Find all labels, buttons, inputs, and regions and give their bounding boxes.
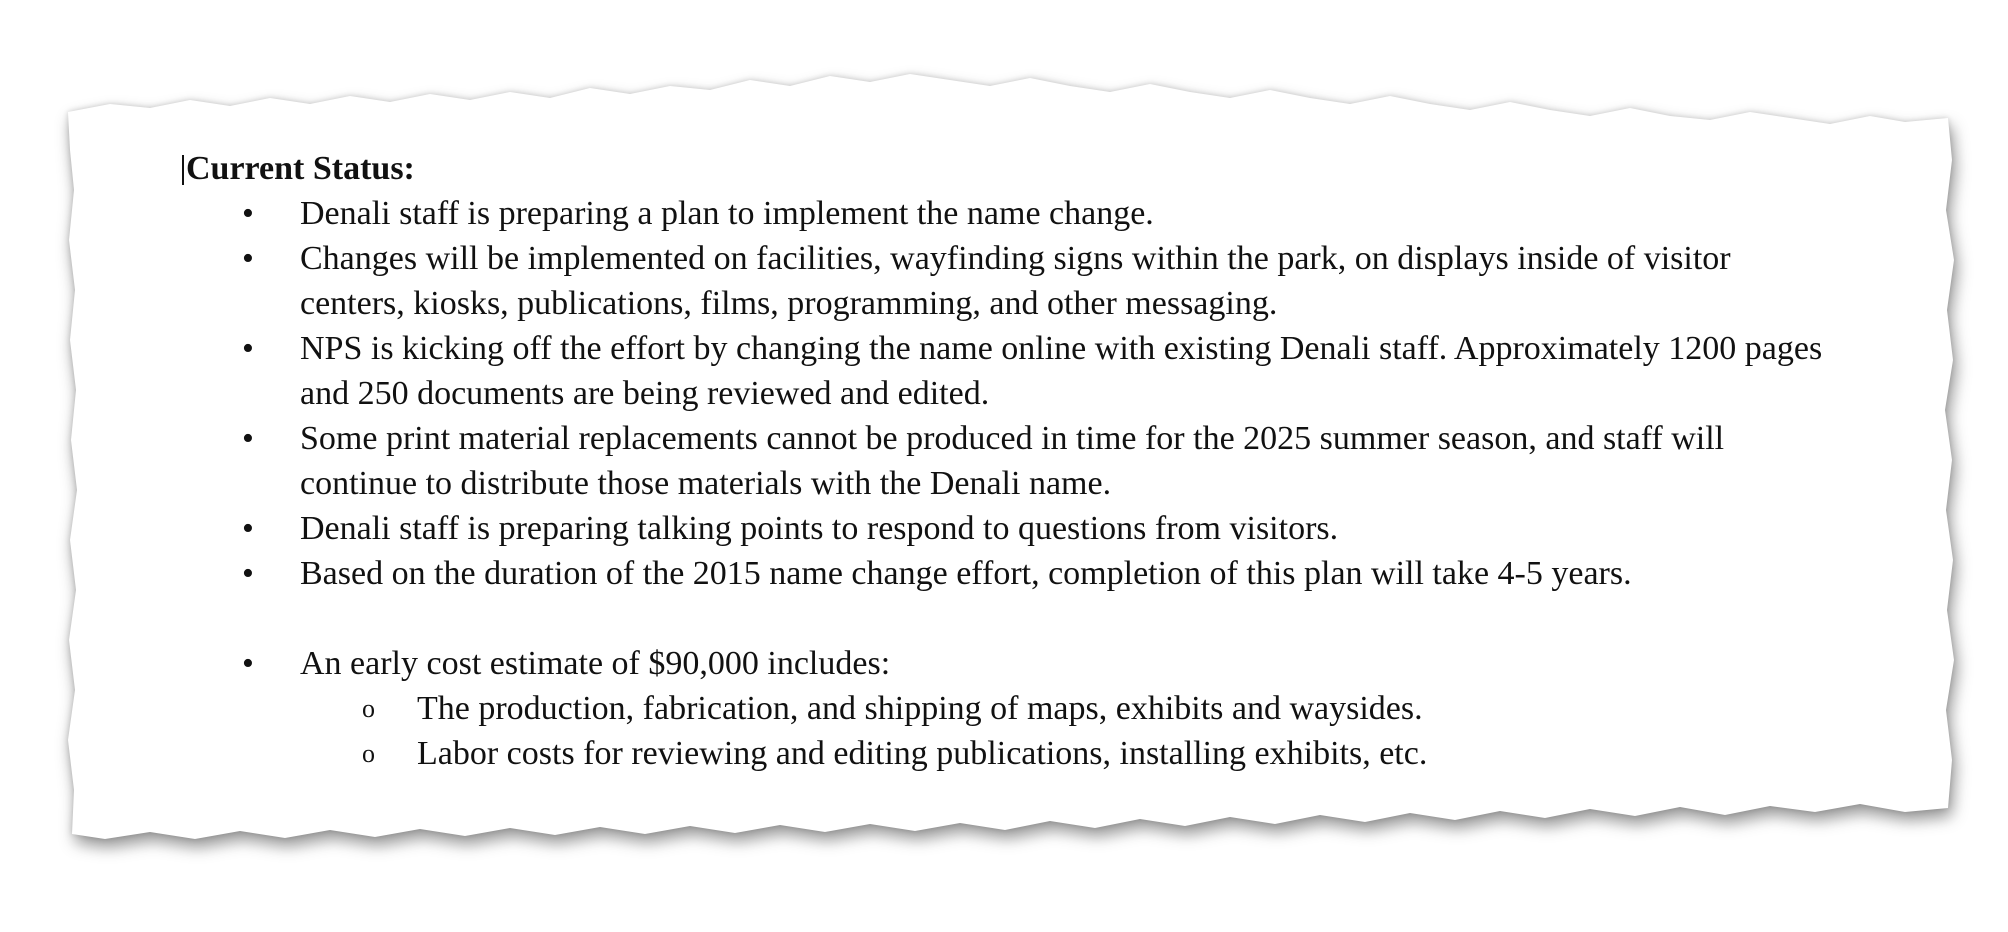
- section-heading: Current Status:: [186, 150, 415, 187]
- bullet-marker: •: [242, 420, 254, 457]
- bullet-text: Based on the duration of the 2015 name change effort, completion of this plan will take 4-5 years.: [300, 555, 1632, 592]
- bullet-item: [184, 551, 1824, 641]
- bullet-item: [184, 506, 1824, 551]
- bullet-marker: •: [242, 330, 254, 367]
- bullet-marker: •: [242, 645, 254, 682]
- bullet-item: [184, 236, 1824, 326]
- sub-bullet-item: [184, 686, 1824, 731]
- bullet-text: Some print material replacements cannot be produced in time for the 2025 summer season, and staff will continue to distribute those materials with the Denali name.: [300, 420, 1725, 502]
- bullet-item: [184, 416, 1824, 506]
- bullet-text: Denali staff is preparing a plan to implement the name change.: [300, 195, 1154, 232]
- bullet-item: [184, 191, 1824, 236]
- sub-bullet-text: Labor costs for reviewing and editing publications, installing exhibits, etc.: [417, 735, 1428, 772]
- document-body: [184, 146, 1824, 776]
- bullet-item: [184, 641, 1824, 686]
- bullet-text: Changes will be implemented on facilities, wayfinding signs within the park, on displays inside of visitor centers, kiosks, publications, films, programming, and other messaging.: [300, 240, 1731, 322]
- sub-bullet-marker: o: [362, 694, 375, 723]
- bullet-item: [184, 326, 1824, 416]
- bullet-marker: •: [242, 510, 254, 547]
- bullet-marker: •: [242, 240, 254, 277]
- sub-bullet-item: [184, 731, 1824, 776]
- bullet-text: An early cost estimate of $90,000 includes:: [300, 645, 891, 682]
- sub-bullet-marker: o: [362, 739, 375, 768]
- bullet-marker: •: [242, 195, 254, 232]
- sub-bullet-text: The production, fabrication, and shipping of maps, exhibits and waysides.: [417, 690, 1423, 727]
- bullet-marker: •: [242, 555, 254, 592]
- bullet-text: Denali staff is preparing talking points to respond to questions from visitors.: [300, 510, 1339, 547]
- bullet-text: NPS is kicking off the effort by changing the name online with existing Denali staff. Approximately 1200 pages and 250 documents are being reviewed and edited.: [300, 330, 1823, 412]
